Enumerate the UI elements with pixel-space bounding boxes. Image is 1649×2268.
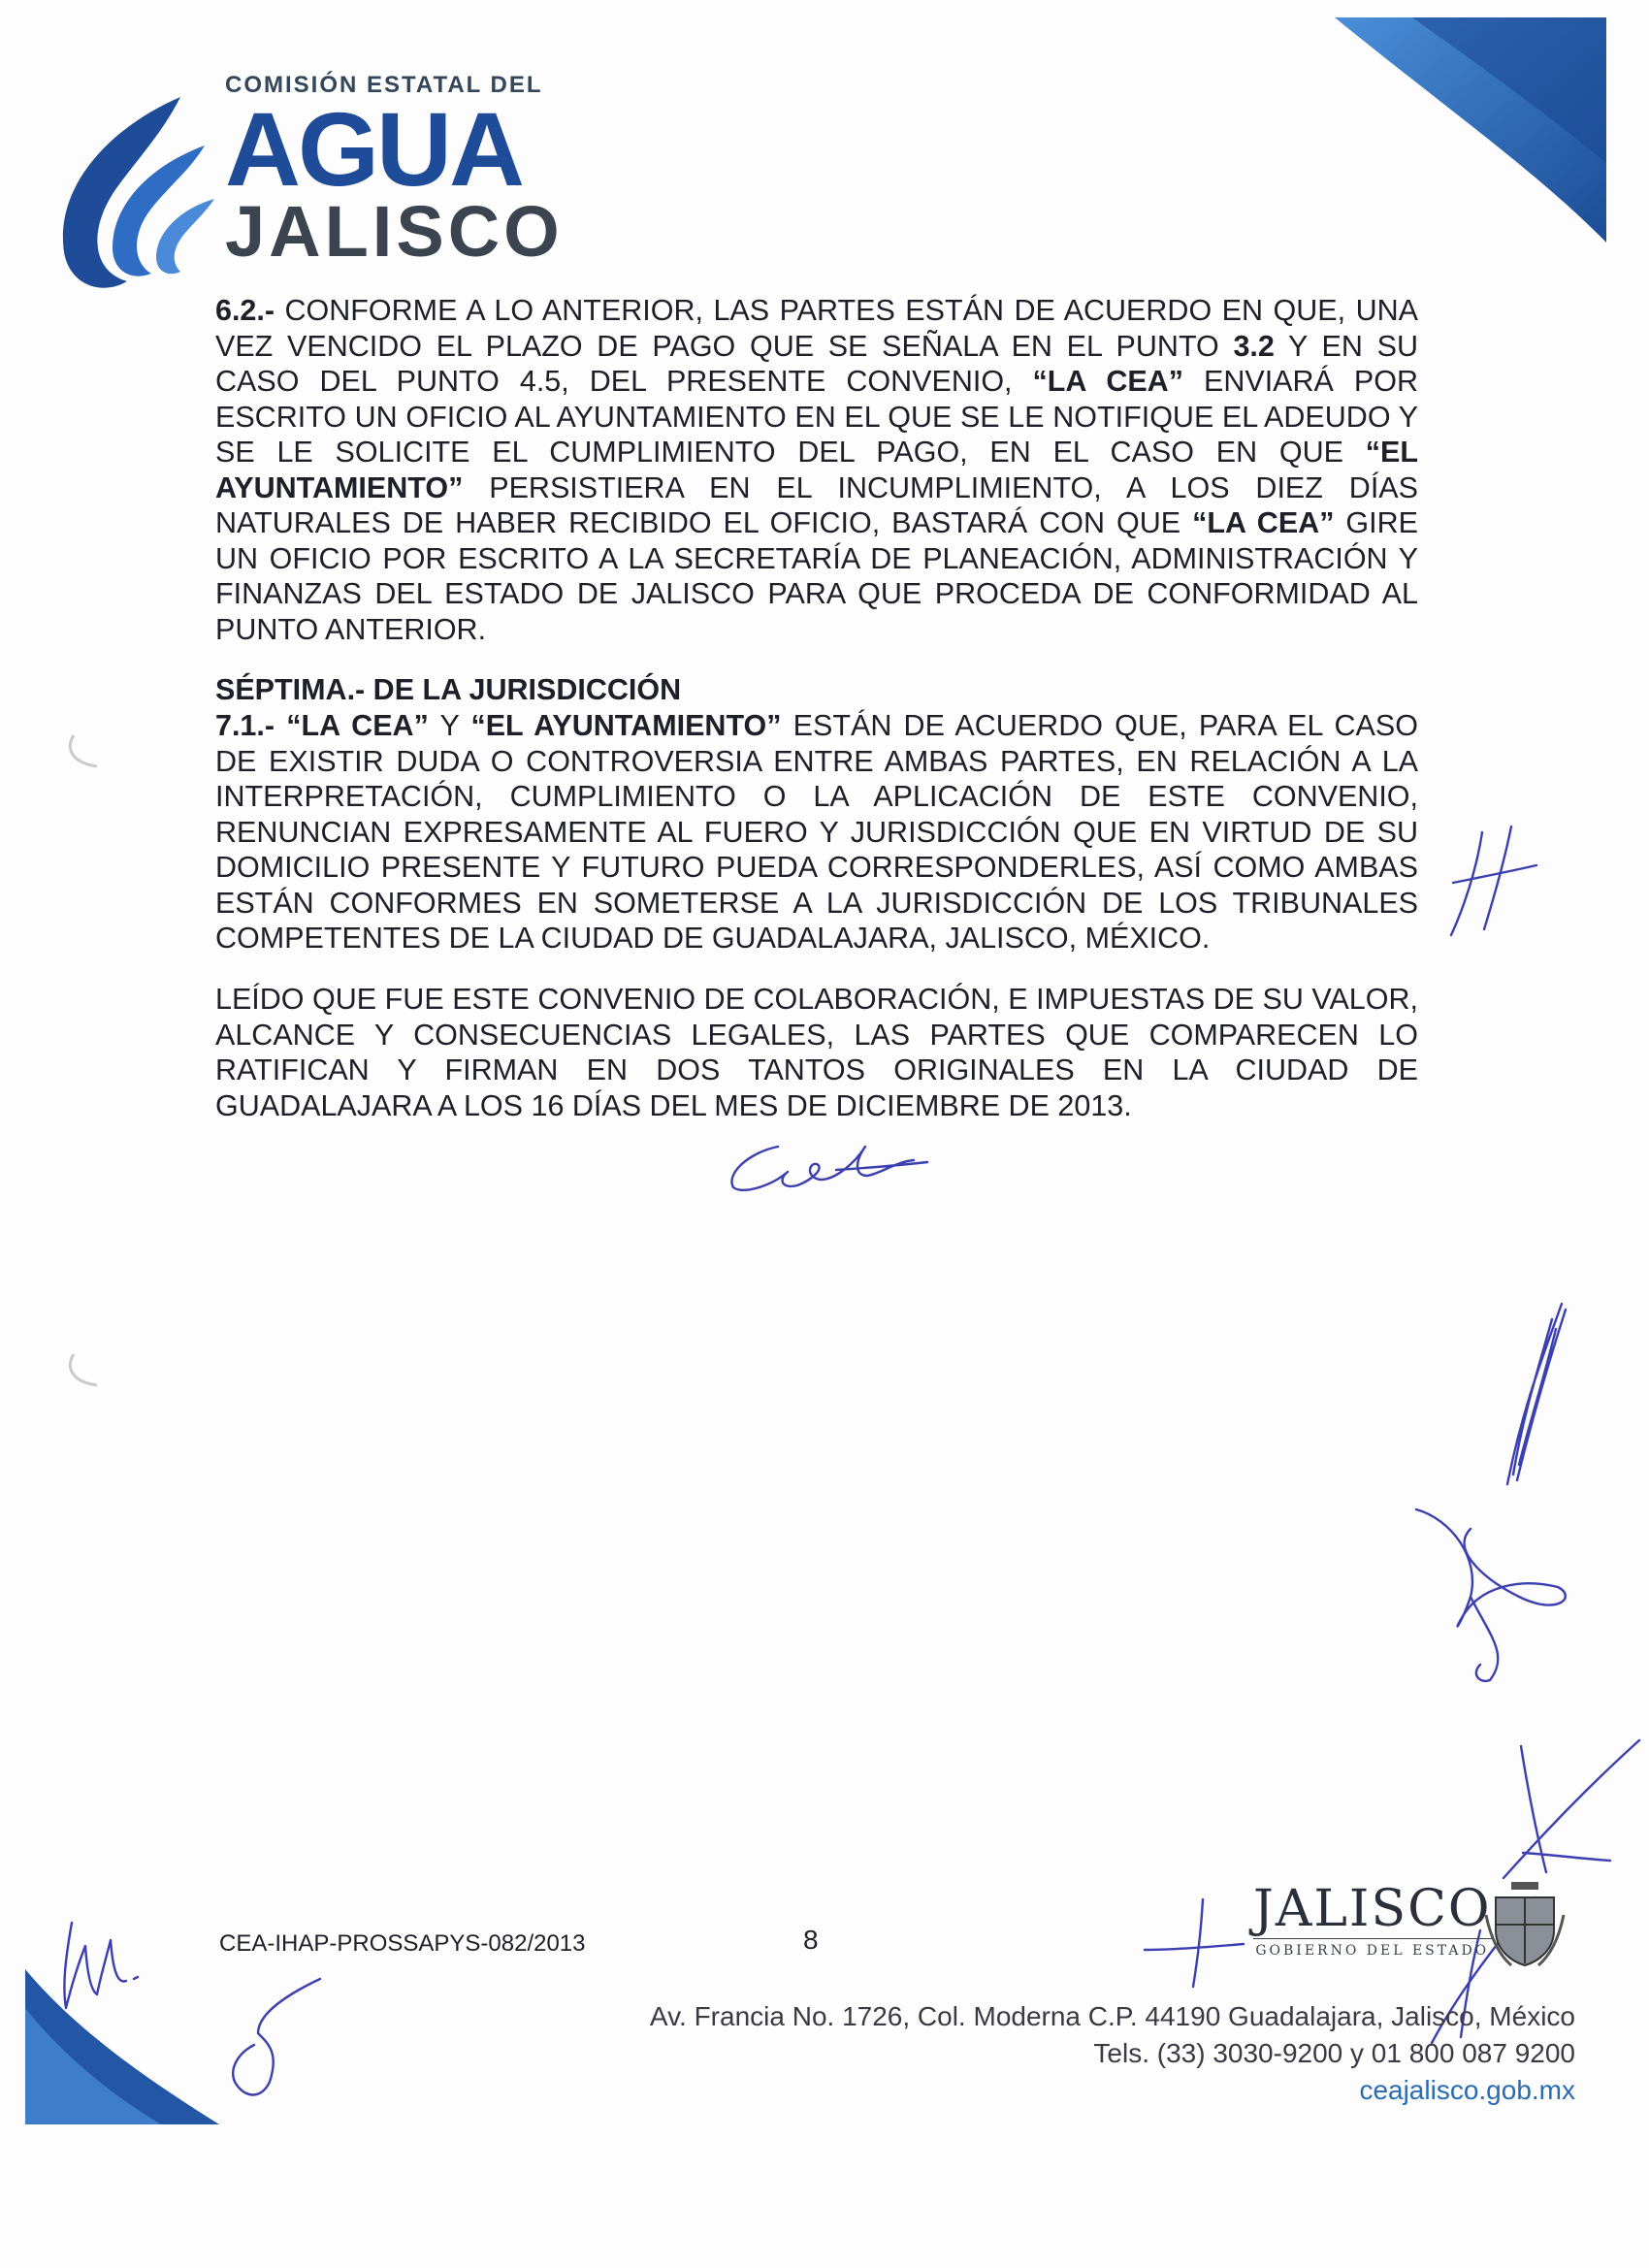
initials-icon: [219, 1975, 326, 2101]
signature-icon: [1141, 1895, 1247, 1989]
signature-icon: [720, 1133, 933, 1195]
logo-subtitle: COMISIÓN ESTATAL DEL: [225, 72, 543, 98]
website-link[interactable]: ceajalisco.gob.mx: [1359, 2075, 1575, 2105]
clause-text: CONFORME A LO ANTERIOR, LAS PARTES ESTÁN DE ACUERDO EN QUE, UNA VEZ VENCIDO EL PLAZO DE PAGO QUE SE SEÑALA EN EL PUNTO: [215, 294, 1418, 363]
clause-number: 6.2.-: [215, 294, 275, 327]
signature-icon: [1494, 1736, 1649, 1882]
clause-6-2: [215, 293, 1418, 647]
clause-number: 7.1.-: [215, 709, 275, 742]
section-heading: SÉPTIMA.- DE LA JURISDICCIÓN: [215, 673, 682, 706]
party-name: “EL AYUNTAMIENTO”: [215, 436, 1418, 504]
clause-text: Y EN SU CASO DEL PUNTO 4.5, DEL PRESENTE CONVENIO,: [215, 329, 1418, 398]
clause-text: ESTÁN DE ACUERDO QUE, PARA EL CASO DE EXISTIR DUDA O CONTROVERSIA ENTRE AMBAS PARTES, EN RELACIÓN A LA INTERPRETACIÓN, CUMPLIMIENTO O LA APLICACIÓN DE ESTE CONVENIO, RENUNCIAN EXPRESAMENTE AL FUERO Y JURISDICCIÓN QUE EN VIRTUD DE SU DOMICILIO PRESENTE Y FUTURO PUEDA CORRESPONDERLES, ASÍ COMO AMBAS ESTÁN CONFORMES EN SOMETERSE A LA JURISDICCIÓN DE LOS TRIBUNALES COMPETENTES DE LA CIUDAD DE GUADALAJARA, JALISCO, MÉXICO.: [215, 709, 1418, 955]
logo-state-word: JALISCO: [225, 191, 564, 272]
initials-icon: [52, 1917, 149, 2014]
party-name: “LA CEA”: [1192, 506, 1335, 539]
punch-hole-mark-icon: [64, 1350, 103, 1389]
clause-7-1: [215, 708, 1418, 956]
closing-paragraph: LEÍDO QUE FUE ESTE CONVENIO DE COLABORACIÓN, E IMPUESTAS DE SU VALOR, ALCANCE Y CONSECUENCIAS LEGALES, LAS PARTES QUE COMPARECEN LO RATIFICAN Y FIRMAN EN DOS TANTOS ORIGINALES EN LA CIUDAD DE GUADALAJARA A LOS 16 DÍAS DEL MES DE DICIEMBRE DE 2013.: [215, 983, 1418, 1122]
document-reference: CEA-IHAP-PROSSAPYS-082/2013: [219, 1930, 586, 1957]
clause-reference: 3.2: [1233, 329, 1275, 363]
clause-text: PERSISTIERA EN EL INCUMPLIMIENTO, A LOS DIEZ DÍAS NATURALES DE HABER RECIBIDO EL OFICIO, BASTARÁ CON QUE: [215, 470, 1418, 539]
jalisco-government-brand: [1253, 1882, 1492, 1959]
party-name: “LA CEA”: [1032, 365, 1183, 398]
corner-wave-decoration-icon: [1296, 17, 1606, 243]
agua-jalisco-logo: [225, 72, 564, 272]
brand-subtitle: GOBIERNO DEL ESTADO: [1253, 1938, 1492, 1959]
contact-info: [650, 1998, 1575, 2109]
signature-icon: [1412, 1490, 1577, 1684]
brand-name: JALISCO: [1253, 1880, 1492, 1938]
jalisco-coat-of-arms-icon: [1482, 1876, 1568, 1969]
signature-icon: [1443, 823, 1540, 939]
page-number: 8: [803, 1925, 819, 1955]
agua-wave-logo-icon: [35, 87, 219, 291]
phone-numbers: Tels. (33) 3030-9200 y 01 800 087 9200: [1093, 2038, 1575, 2068]
clause-text: Y: [428, 709, 471, 742]
punch-hole-mark-icon: [64, 731, 103, 770]
party-name: “LA CEA”: [286, 709, 429, 742]
party-name: “EL AYUNTAMIENTO”: [470, 709, 782, 742]
address: Av. Francia No. 1726, Col. Moderna C.P. 44190 Guadalajara, Jalisco, México: [649, 2001, 1575, 2031]
clause-text: ENVIARÁ POR ESCRITO UN OFICIO AL AYUNTAMIENTO EN EL QUE SE LE NOTIFIQUE EL ADEUDO Y SE LE SOLICITE EL CUMPLIMIENTO DEL PAGO, EN EL CASO EN QUE: [215, 365, 1418, 469]
logo-main-word: AGUA: [225, 90, 522, 208]
signature-icon: [1474, 1300, 1581, 1494]
clause-text: GIRE UN OFICIO POR ESCRITO A LA SECRETARÍA DE PLANEACIÓN, ADMINISTRACIÓN Y FINANZAS DEL ESTADO DE JALISCO PARA QUE PROCEDA DE CONFORMIDAD AL PUNTO ANTERIOR.: [215, 506, 1418, 646]
